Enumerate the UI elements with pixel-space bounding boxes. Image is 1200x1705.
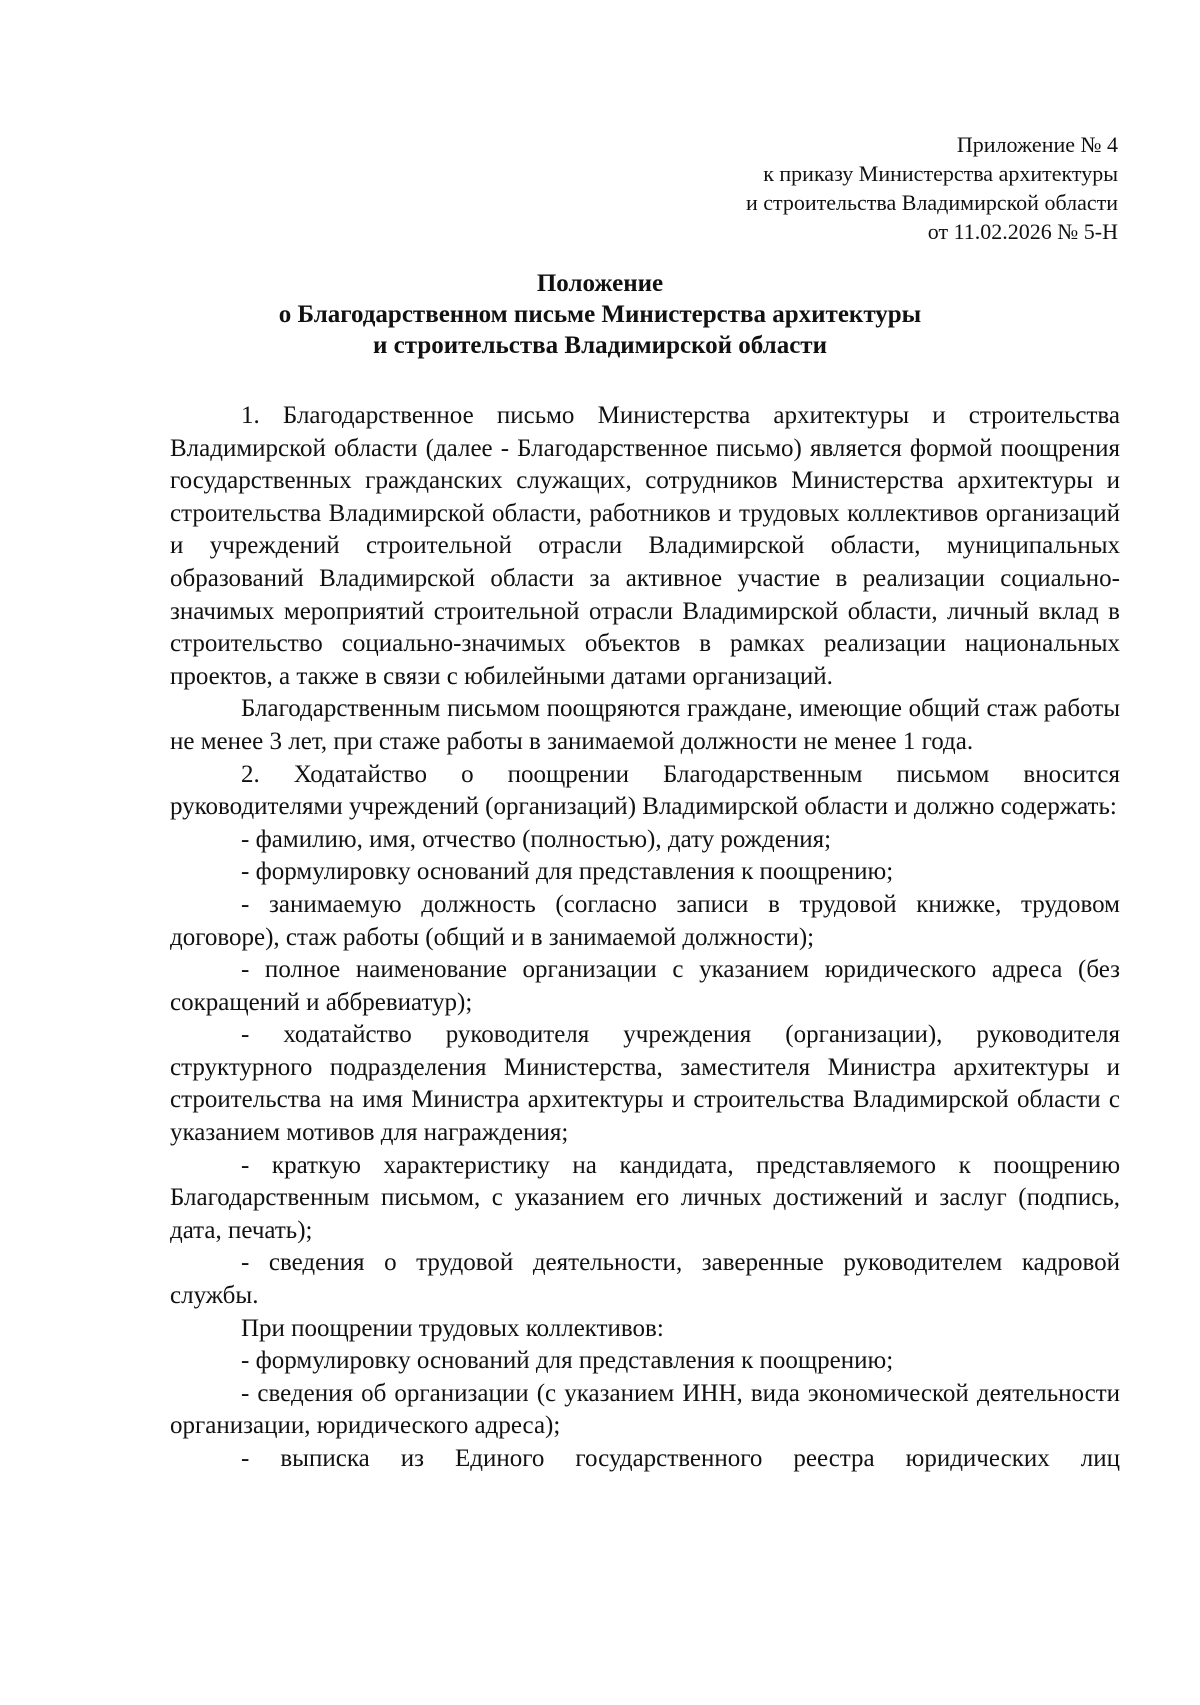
title-line-1: Положение <box>536 270 664 297</box>
list-item: - сведения об организации (с указанием ИНН, вида экономической деятельности организации, юридического адреса); <box>170 1379 1120 1440</box>
list-item: - ходатайство руководителя учреждения (организации), руководителя структурного подразделения Министерства, заместителя Министра архитектуры и строительства на имя Министра архитектуры и строительства Владимирской области с указанием мотивов для награждения; <box>170 1021 1120 1147</box>
paragraph-2: Благодарственным письмом поощряются граждане, имеющие общий стаж работы не менее 3 лет, при стаже работы в занимаемой должности не менее 1 года. <box>170 695 1120 755</box>
list-item: - краткую характеристику на кандидата, представляемого к поощрению Благодарственным письмом, с указанием его личных достижений и заслуг (подпись, дата, печать); <box>170 1151 1120 1244</box>
appendix-order-line: к приказу Министерства архитектуры <box>763 161 1118 186</box>
title-line-3: и строительства Владимирской области <box>373 332 827 359</box>
list-item: - сведения о трудовой деятельности, заверенные руководителем кадровой службы. <box>170 1249 1120 1310</box>
paragraph-1: 1. Благодарственное письмо Министерства архитектуры и строительства Владимирской области (далее - Благодарственное письмо) является формой поощрения государственных гражданских служащих, сотрудников Министерства архитектуры и строительства Владимирской области, работников и трудовых коллективов организаций и учреждений строительной отрасли Владимирской области, муниципальных образований Владимирской области за активное участие в реализации социально-значимых мероприятий строительной отрасли Владимирской области, личный вклад в строительство социально-значимых объектов в рамках реализации национальных проектов, а также в связи с юбилейными датами организаций. <box>170 402 1120 690</box>
appendix-date-line: от 11.02.2026 № 5-Н <box>927 219 1118 244</box>
appendix-ministry-line: и строительства Владимирской области <box>745 190 1118 215</box>
appendix-header <box>746 130 1118 246</box>
list-item: - фамилию, имя, отчество (полностью), дату рождения; <box>241 825 832 853</box>
list-item: - полное наименование организации с указанием юридического адреса (без сокращений и аббревиатур); <box>170 956 1120 1016</box>
paragraph-collectives: При поощрении трудовых коллективов: <box>241 1314 664 1342</box>
document-body <box>170 400 1120 1476</box>
list-item: - формулировку оснований для представления к поощрению; <box>241 1347 894 1375</box>
list-item: - формулировку оснований для представления к поощрению; <box>241 858 894 886</box>
list-item: - занимаемую должность (согласно записи в трудовой книжке, трудовом договоре), стаж работы (общий и в занимаемой должности); <box>170 890 1120 951</box>
document-title <box>0 268 1200 361</box>
title-line-2: о Благодарственном письме Министерства архитектуры <box>278 301 922 328</box>
paragraph-3: 2. Ходатайство о поощрении Благодарственным письмом вносится руководителями учреждений (организаций) Владимирской области и должно содержать: <box>170 760 1120 821</box>
appendix-number: Приложение № 4 <box>956 132 1118 157</box>
list-item: - выписка из Единого государственного реестра юридических лиц <box>241 1445 1120 1472</box>
